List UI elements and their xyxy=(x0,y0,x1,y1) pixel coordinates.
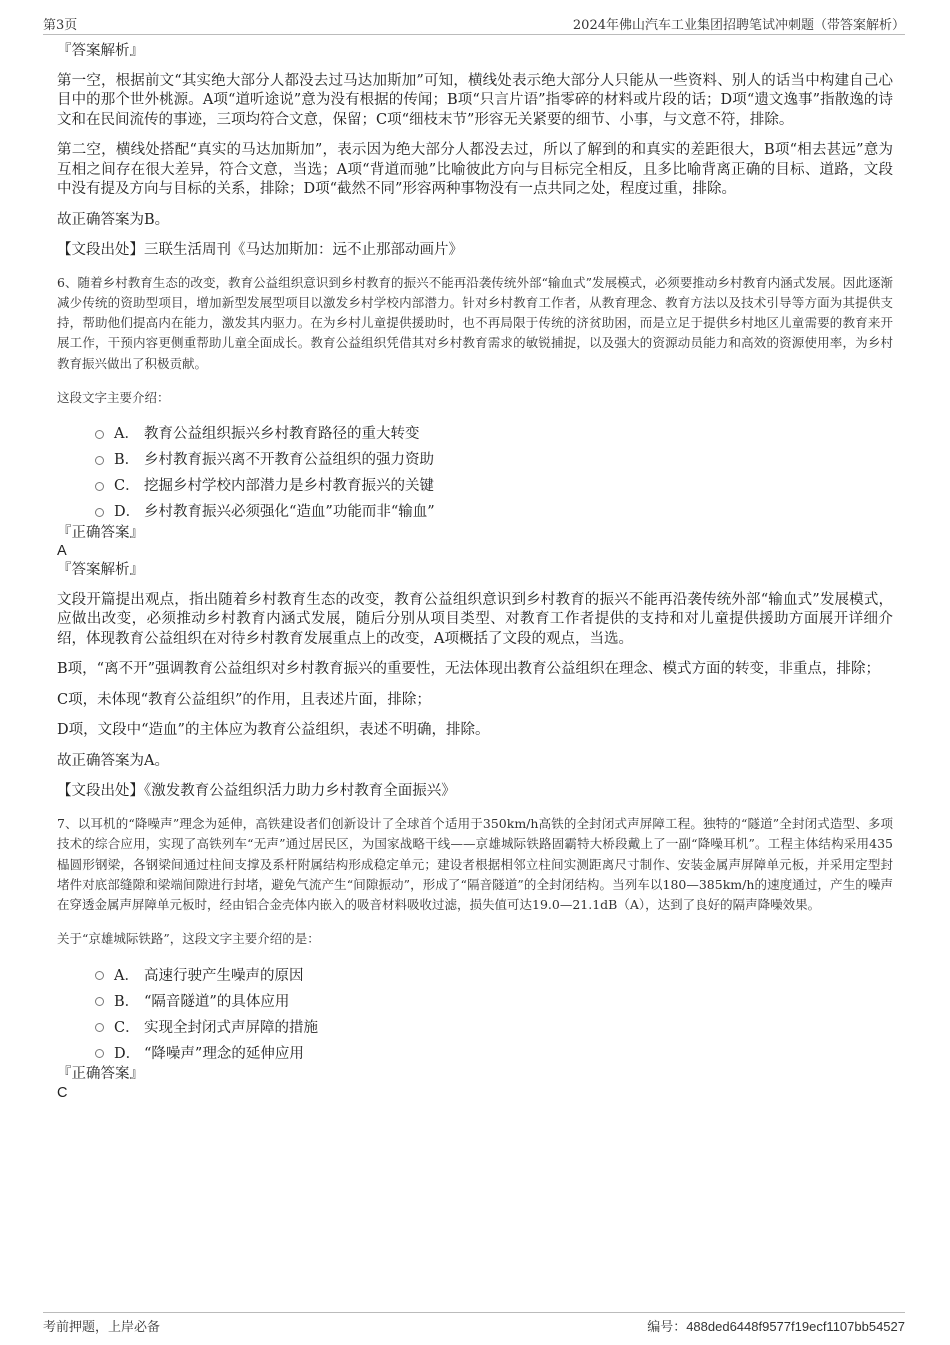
option-c[interactable] xyxy=(95,1013,893,1039)
analysis-paragraph: D项，文段中“造血”的主体应为教育公益组织，表述不明确，排除。 xyxy=(57,722,490,739)
option-b[interactable] xyxy=(95,987,893,1013)
analysis-paragraph: C项，未体现“教育公益组织”的作用，且表述片面，排除； xyxy=(57,691,431,708)
radio-icon[interactable] xyxy=(95,456,104,465)
option-a[interactable] xyxy=(95,420,893,446)
radio-icon[interactable] xyxy=(95,508,104,517)
question-prompt: 这段文字主要介绍： xyxy=(57,389,170,405)
page-number: 第3页 xyxy=(43,18,78,33)
radio-icon[interactable] xyxy=(95,997,104,1006)
document-content xyxy=(57,42,893,1103)
option-text: “降噪声”理念的延伸应用 xyxy=(144,1045,304,1062)
radio-icon[interactable] xyxy=(95,1023,104,1032)
radio-icon[interactable] xyxy=(95,482,104,491)
answer-analysis-label: 『答案解析』 xyxy=(57,43,144,59)
page-footer xyxy=(43,1312,905,1335)
correct-answer-label: 『正确答案』 xyxy=(57,524,144,541)
option-d[interactable] xyxy=(95,1039,893,1065)
option-letter: B． xyxy=(114,452,140,469)
option-letter: C． xyxy=(114,1019,140,1036)
document-code: 编号：488ded6448f9577f19ecf1107bb54527 xyxy=(647,1319,905,1334)
analysis-paragraph: 第一空，根据前文“其实绝大部分人都没去过马达加斯加”可知，横线处表示绝大部分人只能从一些资料、别人的话当中构建自己心目中的那个世外桃源。A项“道听途说”意为没有根据的传闻；B项“只言片语”指零碎的材料或片段的话；D项“遗文逸事”指散逸的诗文和在民间流传的事迹，三项均符合文意，保留；C项“细枝末节”形容无关紧要的细节、小事，与文意不符，排除。 xyxy=(57,72,893,128)
analysis-paragraph: 文段开篇提出观点，指出随着乡村教育生态的改变，教育公益组织意识到乡村教育的振兴不能再沿袭传统外部“输血式”发展模式，应做出改变，必须推动乡村教育内涵式发展，随后分别从项目类型、对教育工作者提供的支持和对儿童提供援助方面展开详细介绍，体现教育公益组织在对待乡村教育发展重点上的改变，A项概括了文段的观点，当选。 xyxy=(57,591,893,647)
option-c[interactable] xyxy=(95,472,893,498)
option-letter: A． xyxy=(114,967,139,984)
option-text: 乡村教育振兴必须强化“造血”功能而非“输血” xyxy=(144,504,435,521)
document-title: 2024年佛山汽车工业集团招聘笔试冲刺题（带答案解析） xyxy=(572,18,905,33)
radio-icon[interactable] xyxy=(95,1049,104,1058)
option-list xyxy=(95,420,893,524)
footer-slogan: 考前押题，上岸必备 xyxy=(43,1320,161,1335)
question-stem: 6、随着乡村教育生态的改变，教育公益组织意识到乡村教育的振兴不能再沿袭传统外部“输血式”发展模式，必须要推动乡村教育内涵式发展。因此逐渐减少传统的资助型项目，增加新型发展型项目以激发乡村学校内部潜力。针对乡村教育工作者，从教育理念、教育方法以及技术引导等方面为其提供支持，帮助他们提高内在能力，激发其内驱力。在为乡村儿童提供援助时，也不再局限于传统的济贫助困，而是立足于提供乡村地区儿童需要的教育来开展工作，干预内容更侧重帮助儿童全面成长。教育公益组织凭借其对乡村教育需求的敏锐捕捉，以及强大的资源动员能力和高效的资源使用率，为乡村教育振兴做出了积极贡献。 xyxy=(57,274,893,371)
option-text: 教育公益组织振兴乡村教育路径的重大转变 xyxy=(144,426,420,443)
option-letter: B． xyxy=(114,993,140,1010)
radio-icon[interactable] xyxy=(95,430,104,439)
option-text: 实现全封闭式声屏障的措施 xyxy=(144,1019,318,1036)
radio-icon[interactable] xyxy=(95,971,104,980)
analysis-conclusion: 故正确答案为B。 xyxy=(57,211,170,228)
analysis-conclusion: 故正确答案为A。 xyxy=(57,752,169,769)
correct-answer: C xyxy=(57,1084,68,1101)
option-text: 挖掘乡村学校内部潜力是乡村教育振兴的关键 xyxy=(144,478,434,495)
correct-answer: A xyxy=(57,543,67,560)
analysis-paragraph: 第二空，横线处搭配“真实的马达加斯加”，表示因为绝大部分人都没去过，所以了解到的和真实的差距很大，B项“相去甚远”意为互相之间存在很大差异，符合文意，当选；A项“背道而驰”比喻彼此方向与目标完全相反，且多比喻背离正确的目标、道路，文段中没有提及方向与目标的关系，排除；D项“截然不同”形容两种事物没有一点共同之处，程度过重，排除。 xyxy=(57,142,893,197)
option-d[interactable] xyxy=(95,498,893,524)
question-stem: 7、以耳机的“降噪声”理念为延伸，高铁建设者们创新设计了全球首个适用于350km/h高铁的全封闭式声屏障工程。独特的“隧道”全封闭式造型、多项技术的综合应用，实现了高铁列车“无声”通过居民区，为国家战略干线——京雄城际铁路固霸特大桥段戴上了一副“降噪耳机”。工程主体结构采用435榀圆形钢梁，各钢梁间通过柱间支撑及系杆附属结构形成稳定单元；建设者根据相邻立柱间实测距离尺寸制作、安装金属声屏障单元板，并采用定型封堵件对底部缝隙和梁端间隙进行封堵，避免气流产生“间隙振动”，形成了“隔音隧道”的全封闭结构。当列车以180—385km/h的速度通过，产生的噪声在穿透金属声屏障单元板时，经由铝合金壳体内嵌入的吸音材料吸收过滤，损失值可达19.0—21.1dB（A），达到了良好的隔声降噪效果。 xyxy=(57,815,893,913)
option-letter: A． xyxy=(114,426,139,443)
analysis-paragraph: B项，“离不开”强调教育公益组织对乡村教育振兴的重要性，无法体现出教育公益组织在理念、模式方面的转变，非重点，排除； xyxy=(57,661,880,678)
answer-analysis-label: 『答案解析』 xyxy=(57,562,144,579)
option-letter: C． xyxy=(114,478,140,495)
option-a[interactable] xyxy=(95,961,893,987)
option-list xyxy=(95,961,893,1065)
option-letter: D． xyxy=(114,504,141,521)
option-text: 乡村教育振兴离不开教育公益组织的强力资助 xyxy=(144,452,434,469)
source-citation: 【文段出处】《激发教育公益组织活力助力乡村教育全面振兴》 xyxy=(57,783,456,800)
question-prompt: 关于“京雄城际铁路”，这段文字主要介绍的是： xyxy=(57,931,320,947)
source-citation: 【文段出处】三联生活周刊《马达加斯加：远不止那部动画片》 xyxy=(57,242,463,258)
option-b[interactable] xyxy=(95,446,893,472)
correct-answer-label: 『正确答案』 xyxy=(57,1066,144,1083)
page-header xyxy=(43,14,905,35)
option-text: 高速行驶产生噪声的原因 xyxy=(144,967,304,984)
option-letter: D． xyxy=(114,1045,141,1062)
option-text: “隔音隧道”的具体应用 xyxy=(144,993,290,1010)
